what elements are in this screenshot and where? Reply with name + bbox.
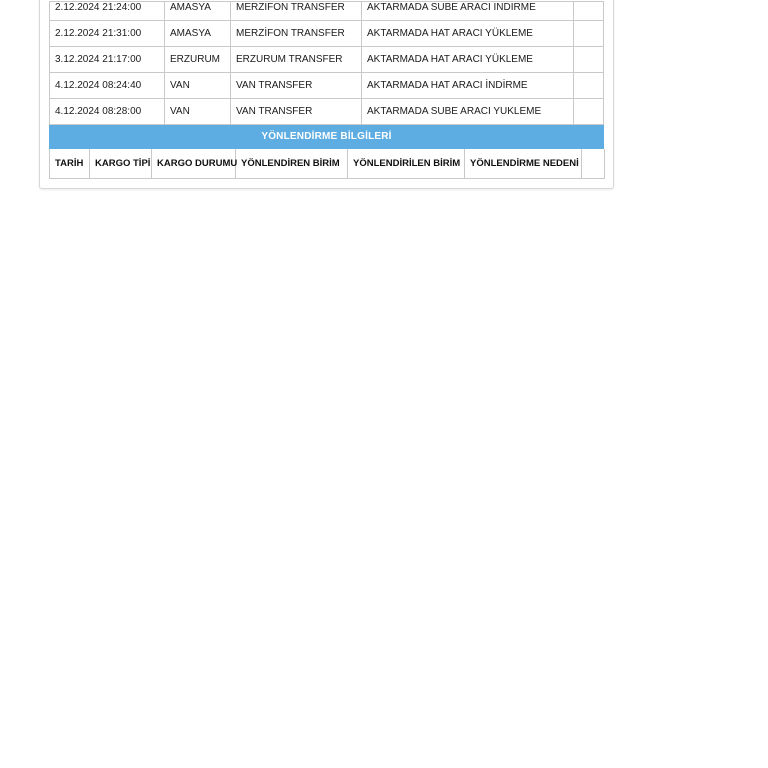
cell-tarih: 4.12.2024 08:28:00 (50, 99, 165, 125)
cell-sehir: AMASYA (165, 2, 231, 21)
routing-table (49, 149, 605, 179)
cell-durum: AKTARMADA HAT ARACI İNDİRME (362, 73, 574, 99)
col-header-kargo-tipi: KARGO TİPİ (90, 149, 152, 179)
col-header-yonlendirme-nedeni: YÖNLENDİRME NEDENİ (465, 149, 582, 179)
cell-birim: ERZURUM TRANSFER (231, 47, 362, 73)
cell-ek (574, 21, 604, 47)
table-row (50, 73, 604, 99)
cell-sehir: VAN (165, 99, 231, 125)
cell-sehir: VAN (165, 73, 231, 99)
cell-durum: AKTARMADA SUBE ARACI YUKLEME (362, 99, 574, 125)
cell-tarih: 3.12.2024 21:17:00 (50, 47, 165, 73)
cell-durum: AKTARMADA SUBE ARACI INDIRME (362, 2, 574, 21)
cell-sehir: AMASYA (165, 21, 231, 47)
table-row (50, 2, 604, 21)
cell-birim: VAN TRANSFER (231, 99, 362, 125)
cargo-tracking-panel (39, 0, 614, 189)
table-row (50, 99, 604, 125)
cell-birim: MERZİFON TRANSFER (231, 21, 362, 47)
col-header-yonlendiren-birim: YÖNLENDİREN BİRİM (236, 149, 348, 179)
section-banner-yonlendirme: YÖNLENDİRME BİLGİLERİ (49, 125, 604, 149)
cell-birim: VAN TRANSFER (231, 73, 362, 99)
cell-ek (574, 2, 604, 21)
cell-durum: AKTARMADA HAT ARACI YÜKLEME (362, 47, 574, 73)
cell-tarih: 2.12.2024 21:24:00 (50, 2, 165, 21)
cell-durum: AKTARMADA HAT ARACI YÜKLEME (362, 21, 574, 47)
cell-ek (574, 47, 604, 73)
col-header-yonlendirilen-birim: YÖNLENDİRİLEN BİRİM (348, 149, 465, 179)
table-header-row (50, 149, 605, 179)
col-header-kargo-durumu: KARGO DURUMU (152, 149, 236, 179)
routing-table-head (50, 149, 605, 179)
table-row (50, 21, 604, 47)
cell-sehir: ERZURUM (165, 47, 231, 73)
col-header-ek (582, 149, 605, 179)
cell-birim: MERZİFON TRANSFER (231, 2, 362, 21)
movement-table (49, 1, 604, 125)
movement-table-body (50, 2, 604, 125)
cell-ek (574, 99, 604, 125)
cell-ek (574, 73, 604, 99)
cell-tarih: 2.12.2024 21:31:00 (50, 21, 165, 47)
col-header-tarih: TARİH (50, 149, 90, 179)
cell-tarih: 4.12.2024 08:24:40 (50, 73, 165, 99)
table-row (50, 47, 604, 73)
